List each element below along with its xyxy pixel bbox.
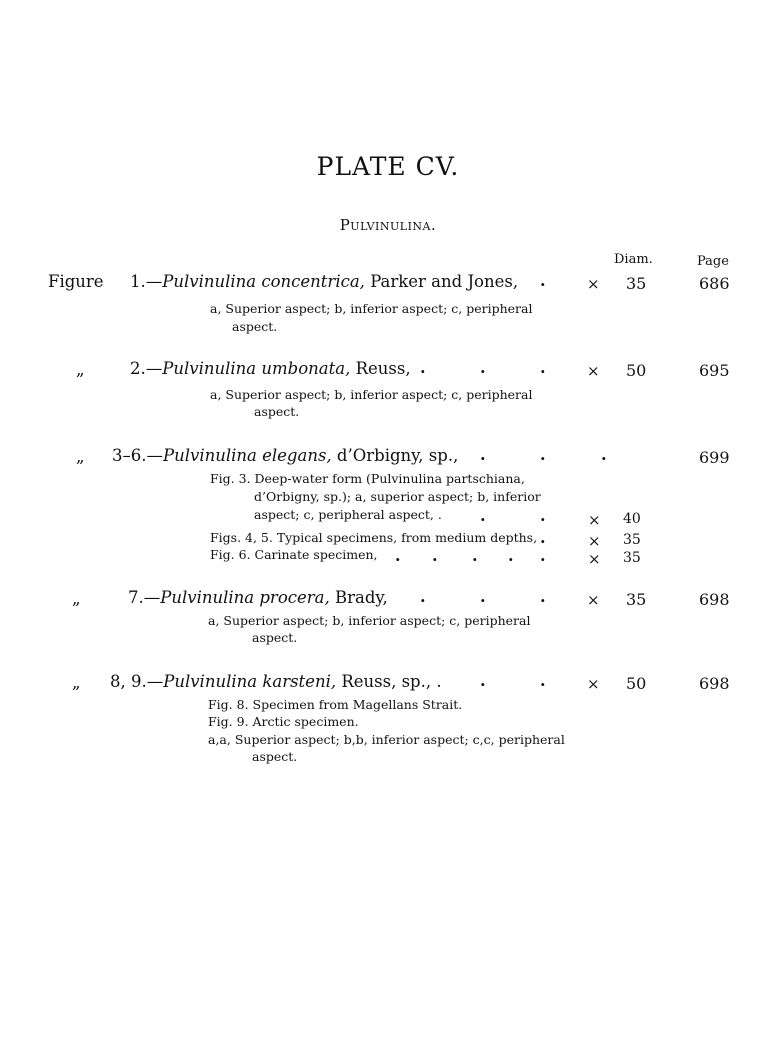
species-name: Pulvinulina concentrica, [162, 272, 365, 291]
page-column-header: Page [697, 254, 729, 269]
leader-dot: . [480, 358, 486, 377]
figure-description: d’Orbigny, sp.); a, superior aspect; b, inferior [254, 489, 541, 504]
page-number: 699 [699, 448, 730, 467]
entry-heading [128, 588, 388, 607]
figure-description: a,a, Superior aspect; b,b, inferior aspect; c,c, peripheral [208, 732, 565, 747]
leader-dot: . [540, 528, 546, 547]
magnification-sign: × [588, 511, 601, 529]
diam-column-header: Diam. [614, 252, 653, 267]
leader-dot: . [432, 546, 438, 565]
species-author: Reuss, sp., . [341, 672, 442, 691]
leader-dot: . [472, 546, 478, 565]
figure-label: Figure [48, 272, 104, 291]
diameter-value: 50 [626, 674, 647, 693]
diameter-value: 35 [623, 550, 641, 566]
figure-description: Fig. 6. Carinate specimen, [210, 547, 378, 562]
leader-dot: . [540, 546, 546, 565]
figure-description: aspect. [254, 404, 300, 419]
species-author: Reuss, [355, 359, 411, 378]
leader-dot: . [480, 506, 486, 525]
ditto-mark: „ [72, 673, 81, 692]
entry-heading [112, 446, 458, 465]
species-name: Pulvinulina elegans, [163, 446, 332, 465]
page-number: 698 [699, 674, 730, 693]
figure-number: 2.— [130, 359, 163, 378]
leader-dot: . [540, 445, 546, 464]
diameter-value: 50 [626, 361, 647, 380]
plate-subtitle: Pulvinulina. [339, 216, 437, 234]
diameter-value: 35 [626, 274, 647, 293]
ditto-mark: „ [72, 589, 81, 608]
ditto-mark: „ [76, 447, 85, 466]
diameter-value: 40 [623, 511, 641, 527]
figure-description: aspect; c, peripheral aspect, . [254, 507, 442, 522]
figure-description: a, Superior aspect; b, inferior aspect; c, peripheral [210, 301, 533, 316]
leader-dot: . [540, 271, 546, 290]
leader-dot: . [420, 358, 426, 377]
magnification-sign: × [587, 362, 600, 380]
figure-number: 7.— [128, 588, 161, 607]
leader-dot: . [540, 671, 546, 690]
figure-description: Fig. 8. Specimen from Magellans Strait. [208, 697, 463, 712]
ditto-mark: „ [76, 360, 85, 379]
figure-description: a, Superior aspect; b, inferior aspect; c, peripheral [210, 387, 533, 402]
page-number: 686 [699, 274, 730, 293]
figure-description: aspect. [232, 319, 278, 334]
leader-dot: . [540, 587, 546, 606]
figure-description: Fig. 9. Arctic specimen. [208, 714, 359, 729]
figure-number: 8, 9.— [110, 672, 164, 691]
species-name: Pulvinulina karsteni, [163, 672, 337, 691]
leader-dot: . [480, 671, 486, 690]
magnification-sign: × [588, 550, 601, 568]
species-name: Pulvinulina umbonata, [162, 359, 351, 378]
magnification-sign: × [587, 275, 600, 293]
page-number: 695 [699, 361, 730, 380]
figure-description: aspect. [252, 749, 298, 764]
magnification-sign: × [588, 532, 601, 550]
leader-dot: . [480, 587, 486, 606]
magnification-sign: × [587, 675, 600, 693]
species-author: Parker and Jones, [370, 272, 519, 291]
figure-description: a, Superior aspect; b, inferior aspect; c, peripheral [208, 613, 531, 628]
figure-description: Figs. 4, 5. Typical specimens, from medium depths, [210, 530, 538, 545]
entry-heading [130, 359, 411, 378]
figure-number: 1.— [130, 272, 163, 291]
leader-dot: . [540, 506, 546, 525]
figure-description: Fig. 3. Deep-water form (Pulvinulina partschiana, [210, 471, 525, 486]
figure-description: aspect. [252, 630, 298, 645]
magnification-sign: × [587, 591, 600, 609]
entry-heading [110, 672, 442, 691]
plate-title: PLATE CV. [316, 152, 460, 181]
species-name: Pulvinulina procera, [160, 588, 330, 607]
leader-dot: . [395, 546, 401, 565]
leader-dot: . [601, 445, 607, 464]
diameter-value: 35 [623, 532, 641, 548]
species-author: Brady, [334, 588, 388, 607]
species-author: d’Orbigny, sp., [336, 446, 459, 465]
diameter-value: 35 [626, 590, 647, 609]
page-number: 698 [699, 590, 730, 609]
figure-number: 3–6.— [112, 446, 163, 465]
leader-dot: . [420, 587, 426, 606]
leader-dot: . [480, 445, 486, 464]
leader-dot: . [540, 358, 546, 377]
entry-heading [130, 272, 518, 291]
leader-dot: . [508, 546, 514, 565]
